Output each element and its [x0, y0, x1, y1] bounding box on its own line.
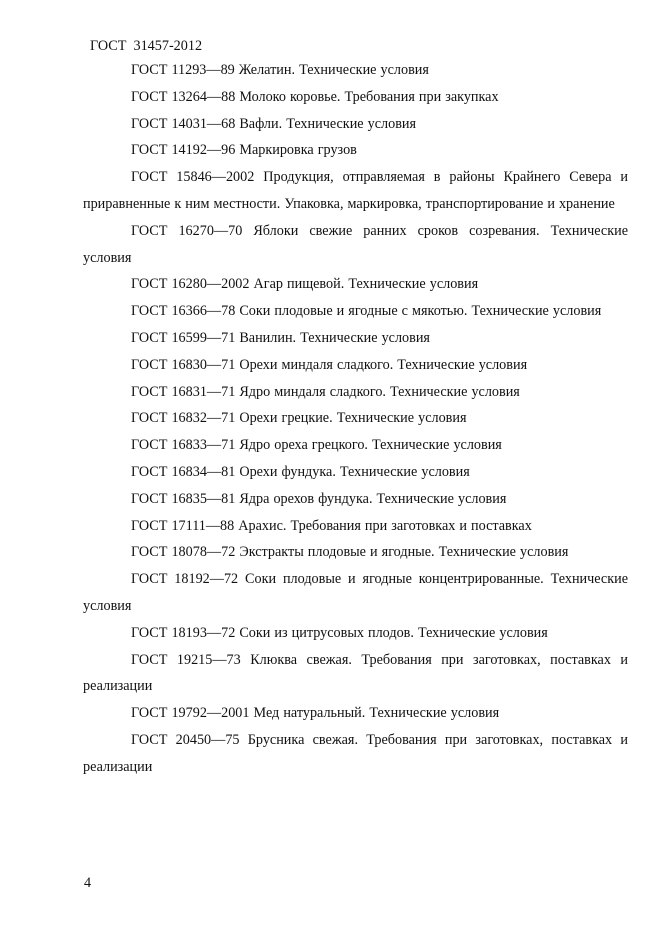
normative-references-list [83, 57, 628, 781]
reference-item: ГОСТ 15846—2002 Продукция, отправляемая в районы Крайнего Севера и приравненные к ним местности. Упаковка, маркировка, транспортирование и хранение [83, 169, 628, 212]
reference-item: ГОСТ 16832—71 Орехи грецкие. Технические условия [131, 410, 467, 427]
reference-item: ГОСТ 16599—71 Ванилин. Технические условия [131, 329, 430, 346]
reference-item: ГОСТ 19215—73 Клюква свежая. Требования при заготовках, поставках и реализации [83, 651, 628, 695]
reference-item: ГОСТ 19792—2001 Мед натуральный. Технические условия [131, 705, 500, 722]
reference-item: ГОСТ 20450—75 Брусника свежая. Требования при заготовках, поставках и реализации [83, 731, 628, 775]
reference-item: ГОСТ 13264—88 Молоко коровье. Требования при закупках [131, 88, 499, 105]
reference-item: ГОСТ 11293—89 Желатин. Технические условия [131, 62, 429, 78]
reference-item: ГОСТ 16280—2002 Агар пищевой. Технические условия [131, 276, 479, 293]
reference-item: ГОСТ 16835—81 Ядра орехов фундука. Технические условия [131, 490, 507, 507]
reference-item: ГОСТ 16830—71 Орехи миндаля сладкого. Технические условия [131, 356, 528, 373]
reference-item: ГОСТ 14031—68 Вафли. Технические условия [131, 115, 417, 132]
page-number: 4 [84, 875, 92, 891]
reference-item: ГОСТ 18193—72 Соки из цитрусовых плодов. Технические условия [131, 624, 548, 641]
reference-item: ГОСТ 16834—81 Орехи фундука. Технические условия [131, 463, 470, 480]
reference-item: ГОСТ 18078—72 Экстракты плодовые и ягодные. Технические условия [131, 544, 569, 561]
reference-item: ГОСТ 14192—96 Маркировка грузов [131, 142, 357, 159]
reference-item: ГОСТ 16831—71 Ядро миндаля сладкого. Технические условия [131, 383, 520, 400]
reference-item: ГОСТ 17111—88 Арахис. Требования при заготовках и поставках [131, 517, 532, 534]
reference-item: ГОСТ 18192—72 Соки плодовые и ягодные концентрированные. Технические условия [83, 571, 628, 614]
reference-item: ГОСТ 16833—71 Ядро ореха грецкого. Технические условия [131, 437, 502, 454]
reference-item: ГОСТ 16270—70 Яблоки свежие ранних сроков созревания. Технические условия [83, 222, 628, 266]
reference-item: ГОСТ 16366—78 Соки плодовые и ягодные с мякотью. Технические условия [131, 303, 602, 320]
document-header: ГОСТ 31457-2012 [90, 38, 203, 54]
